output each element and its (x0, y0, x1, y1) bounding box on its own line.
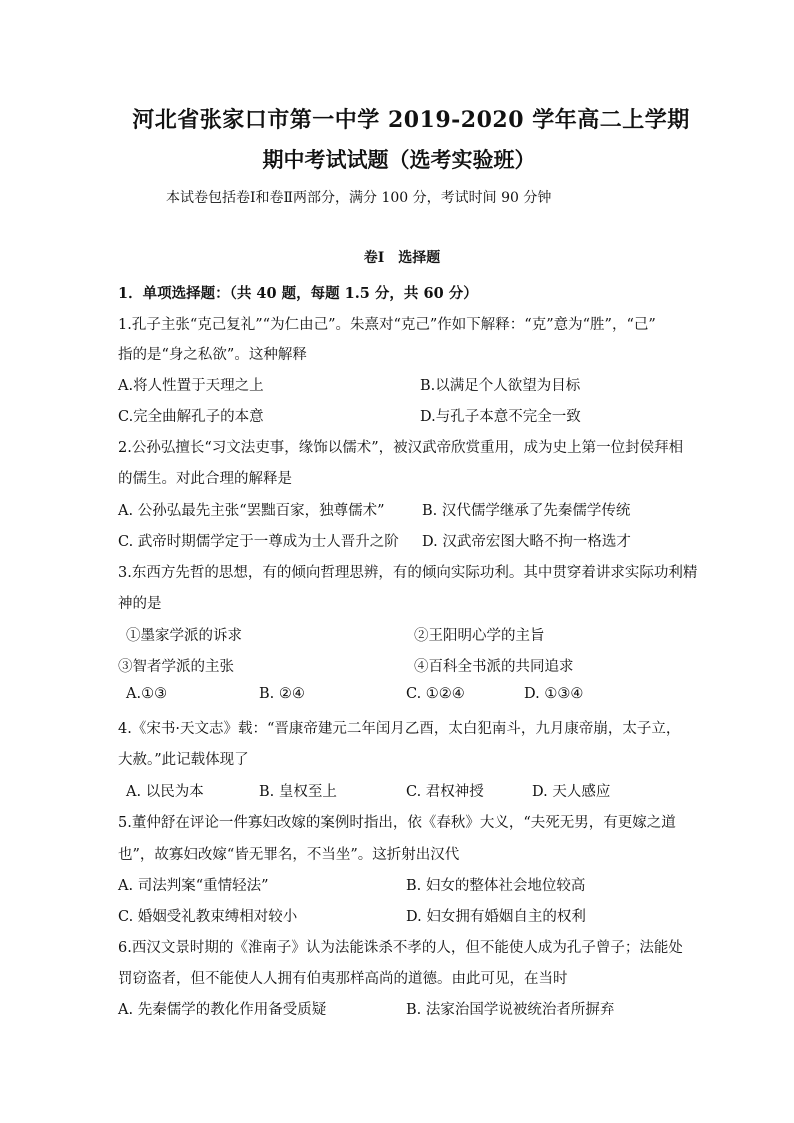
q1-option-d: D.与孔子本意不完全一致 (420, 409, 581, 425)
q3-option-d: D. ①③④ (524, 686, 584, 702)
q3-stem-line2: 神的是 (118, 596, 162, 612)
q3-item-1: ①墨家学派的诉求 (126, 628, 242, 644)
q6-stem-line1: 6.西汉文景时期的《淮南子》认为法能诛杀不孝的人，但不能使人成为孔子曾子；法能处 (118, 940, 683, 956)
q2-option-b: B. 汉代儒学继承了先秦儒学传统 (422, 503, 631, 519)
q3-item-2: ②王阳明心学的主旨 (414, 628, 545, 644)
q3-stem-line1: 3.东西方先哲的思想，有的倾向哲理思辨，有的倾向实际功利。其中贯穿着讲求实际功利精 (118, 565, 698, 581)
q2-option-a: A. 公孙弘最先主张“罢黜百家，独尊儒术” (118, 503, 385, 519)
q4-option-c: C. 君权神授 (406, 784, 484, 800)
q2-option-c: C. 武帝时期儒学定于一尊成为士人晋升之阶 (118, 534, 399, 550)
q2-stem-line2: 的儒生。对此合理的解释是 (118, 471, 292, 487)
part-heading: 1．单项选择题：（共 40 题，每题 1.5 分，共 60 分） (118, 285, 478, 302)
q4-stem-line2: 大赦。”此记载体现了 (118, 752, 249, 768)
q3-option-b: B. ②④ (259, 686, 305, 702)
q6-stem-line2: 罚窃盗者，但不能使人人拥有伯夷那样高尚的道德。由此可见，在当时 (118, 971, 568, 987)
section-title: 卷Ⅰ 选择题 (363, 250, 441, 266)
q5-stem-line2: 也”，故寡妇改嫁“皆无罪名，不当坐”。这折射出汉代 (118, 847, 460, 863)
q5-stem-line1: 5.董仲舒在评论一件寡妇改嫁的案例时指出，依《春秋》大义，“夫死无男，有更嫁之道 (118, 815, 676, 831)
q3-item-4: ④百科全书派的共同追求 (414, 659, 574, 675)
q6-option-a: A. 先秦儒学的教化作用备受质疑 (118, 1002, 327, 1018)
q6-option-b: B. 法家治国学说被统治者所摒弃 (406, 1002, 615, 1018)
q5-option-c: C. 婚姻受礼教束缚相对较小 (118, 909, 298, 925)
q1-option-a: A.将人性置于天理之上 (118, 378, 264, 394)
q3-option-a: A.①③ (126, 686, 168, 702)
exam-title: 河北省张家口市第一中学 2019-2020 学年高二上学期 (132, 107, 690, 133)
q5-option-d: D. 妇女拥有婚姻自主的权利 (406, 909, 586, 925)
exam-subtitle: 期中考试试题（选考实验班） (262, 147, 536, 172)
q5-option-a: A. 司法判案“重情轻法” (118, 878, 269, 894)
q1-stem-line2: 指的是“身之私欲”。这种解释 (118, 347, 307, 363)
q4-stem-line1: 4.《宋书·天文志》载：“晋康帝建元二年闰月乙酉，太白犯南斗，九月康帝崩，太子立， (118, 721, 681, 737)
q2-stem-line1: 2.公孙弘擅长“习文法吏事，缘饰以儒术”，被汉武帝欣赏重用，成为史上第一位封侯拜相 (118, 440, 684, 456)
q4-option-a: A. 以民为本 (126, 784, 204, 800)
q3-option-c: C. ①②④ (406, 686, 465, 702)
q1-stem-line1: 1.孔子主张“克己复礼”“为仁由己”。朱熹对“克己”作如下解释：“克”意为“胜”，“己” (118, 317, 656, 333)
exam-instructions: 本试卷包括卷Ⅰ和卷Ⅱ两部分，满分 100 分，考试时间 90 分钟 (166, 190, 552, 206)
q3-item-3: ③智者学派的主张 (118, 659, 234, 675)
q5-option-b: B. 妇女的整体社会地位较高 (406, 878, 586, 894)
q4-option-d: D. 天人感应 (532, 784, 611, 800)
q1-option-b: B.以满足个人欲望为目标 (420, 378, 581, 394)
q2-option-d: D. 汉武帝宏图大略不拘一格选才 (422, 534, 631, 550)
q1-option-c: C.完全曲解孔子的本意 (118, 409, 264, 425)
q4-option-b: B. 皇权至上 (259, 784, 337, 800)
